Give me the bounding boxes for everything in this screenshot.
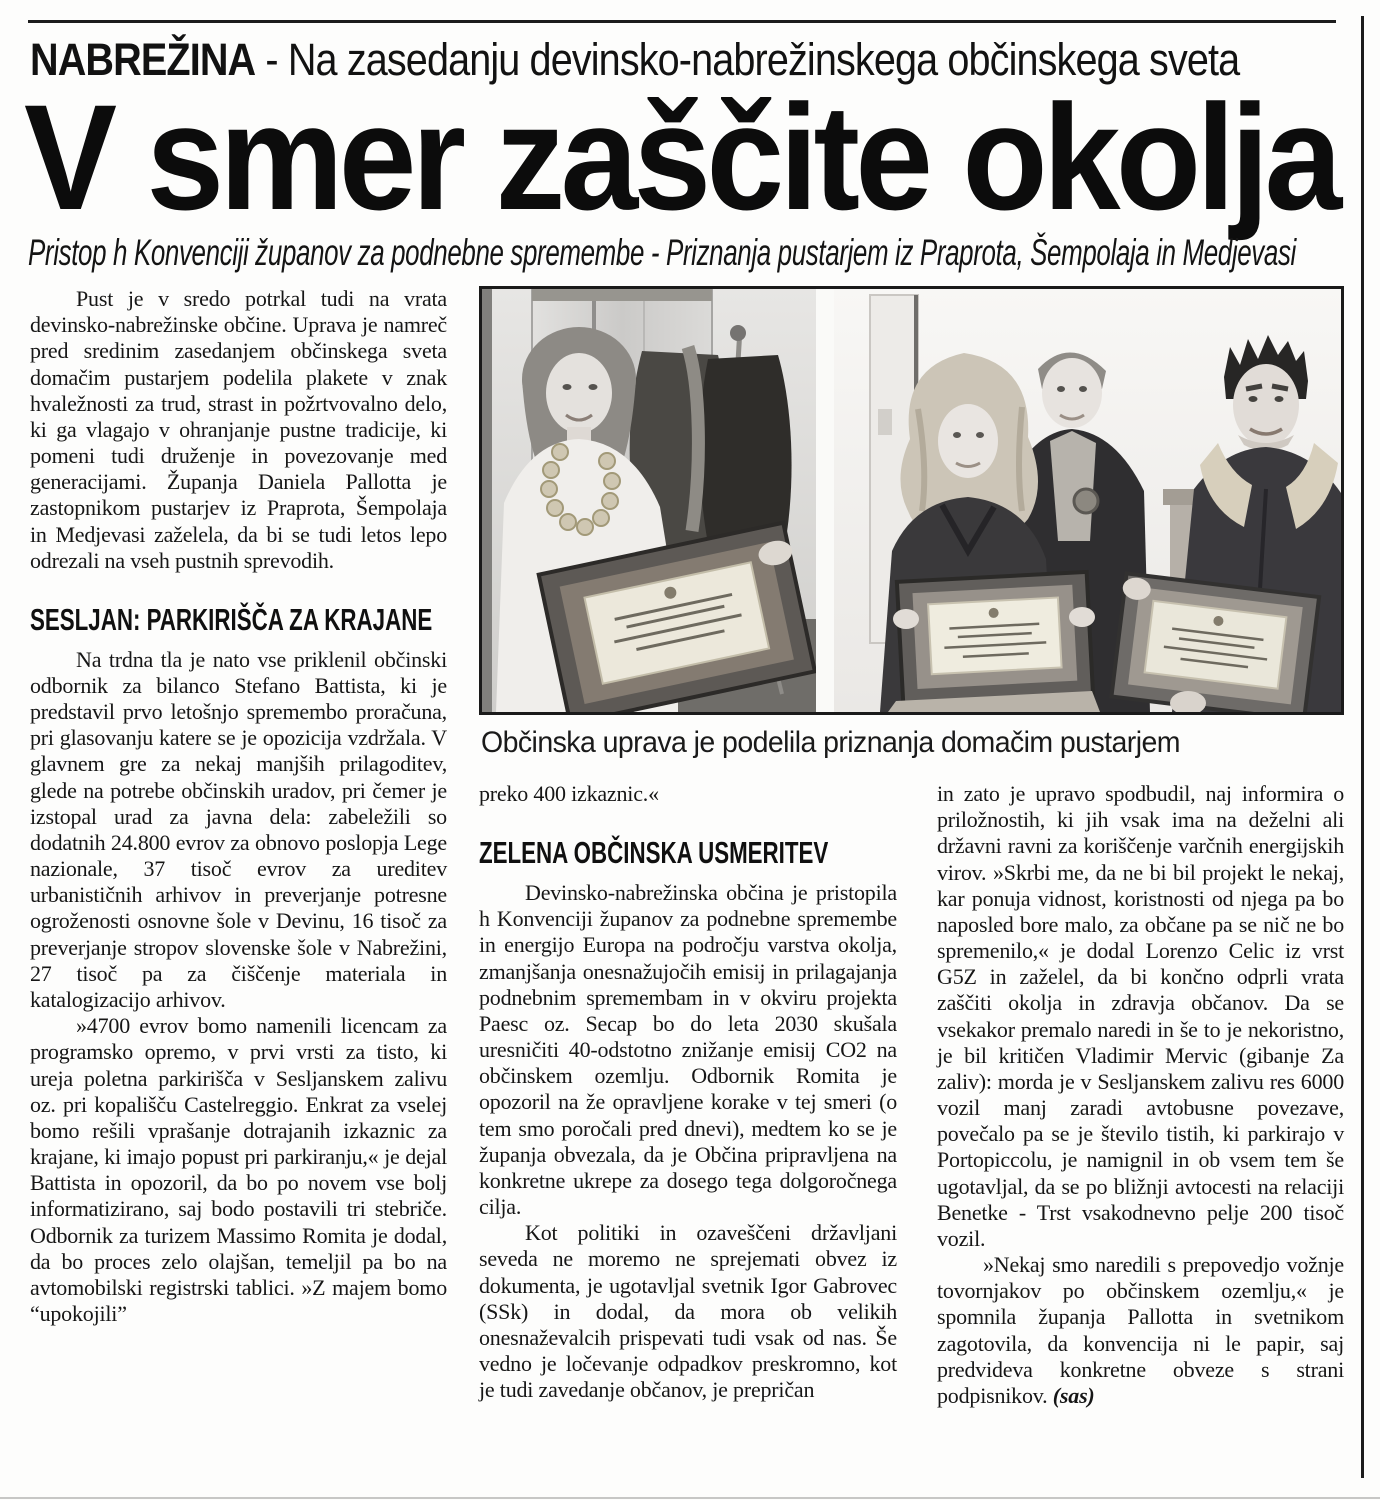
section-heading-sesljan: SESLJAN: PARKIRIŠČA ZA KRAJANE	[30, 601, 433, 637]
lower-columns	[479, 781, 1344, 1409]
photo-caption: Občinska uprava je podelila priznanja domačim pustarjem	[481, 726, 1180, 759]
paragraph	[937, 1252, 1344, 1409]
paragraph: »4700 evrov bomo namenili licencam za programsko opremo, v prvi vrsti za tisto, ki ureja poletna parkirišča v Sesljanskem zalivu oz. pri kopališču Castelreggio. Enkrat za vselej bomo rešili vprašanje dotrajanih izkaznic za krajane, ki imajo popust pri parkiranju,« je dejal Battista in opozoril, da bo po novem vse bolj informatizirano, saj bodo postavili tri stebriče. Odbornik za turizem Massimo Romita je dodal, da bo proces zelo olajšan, temeljil pa bo na avtomobilski registrski tablici. »Z majem bomo “upokojili”	[30, 1013, 447, 1327]
wall-edge	[482, 289, 492, 712]
bottom-rule	[0, 1497, 1380, 1499]
photo-divider	[816, 289, 834, 712]
paragraph: in zato je upravo spodbudil, naj informira o priložnostih, ki jih vsak ima na deželni ali državni ravni za koriščenje varčnih energijskih virov. »Skrbi me, da ne bi bil projekt le nekaj, kar ponuja vidnost, koristnosti od njega pa bo naposled bore malo, za občane pa se nič ne bo spremenilo,« je dodal Lorenzo Celic iz vrst G5Z in zaželel, da bi končno odprli vrata zaščiti okolja in zdravja občanov. Da se vsekakor premalo naredi in še to je nekoristno, je bil kritičen Vladimir Mervic (gibanje Za zaliv): morda je v Sesljanskem zalivu res 6000 vozil manj zaradi avtobusne povezave, povečalo pa se je število tistih, ki parkirajo v Portopiccolu, je namignil in ob vsem tem še ugotavljal, da se po bližnji avtocesti na relaciji Benetke - Trst vsakodnevno pelje 200 tisoč vozil.	[937, 781, 1344, 1251]
author-signature: (sas)	[1052, 1382, 1095, 1408]
article-photo	[479, 286, 1344, 715]
photo-and-columns	[479, 286, 1344, 1409]
article-body	[30, 286, 1344, 1409]
paragraph: Devinsko-nabrežinska občina je pristopila h Konvenciji županov za podnebne spremembe in energijo Europa na področju varstva okolja, zmanjšanja onesnažujočih emisij in prilagajanja podnebnim spremembam in v okviru projekta Paesc oz. Secap bo do leta 2030 skušala uresničiti 40-odstotno znižanje emisij CO2 na občinskem ozemlju. Odbornik Romita je opozoril na že opravljene korake v tej smeri (o tem smo poročali pred dnevi), medtem ko se je županja obvezala, da je Občina pripravljena na konkretne ukrepe za dosego tega dolgoročnega cilja.	[479, 880, 897, 1220]
photo-right-panel	[834, 289, 1341, 712]
paragraph: Na trdna tla je nato vse priklenil občinski odbornik za bilanco Stefano Battista, ki je predstavil prvo letošnjo spremembo proračuna, pri glasovanju katere se je opozicija vzdržala. V glavnem gre za nekaj manjših prilagoditev, glede na potrebe občinskih uradov, pri čemer je izstopal urad za javna dela: zabeležili so dodatnih 24.800 evrov za obnovo poslopja Lege nazionale, 37 tisoč evrov za ureditev urbanističnih arhivov in preverjanje potresne ogroženosti osnovne šole v Devinu, 16 tisoč za preverjanje stropov slovenske šole v Nabrežini, 27 tisoč pa za čiščenje materiala in katalogizacijo arhivov.	[30, 646, 447, 1012]
paragraph: Pust je v sredo potrkal tudi na vrata devinsko-nabrežinske občine. Uprava je namreč pred sredinim zasedanjem občinskega sveta domačim pustarjem podelila plakete v znak hvaležnosti za trud, strast in požrtvovalno delo, ki ga vlagajo v ohranjanje pustne tradicije, ki pomeni tudi druženje in povezovanje med generacijami. Županja Daniela Pallotta je zastopnikom pustarjev iz Praprota, Šempolaja in Medjevasi zaželela, da bi se tudi letos lepo odrezali na vseh pustnih sprevodih.	[30, 286, 447, 573]
column-divider-rule	[1361, 16, 1364, 1478]
paragraph: preko 400 izkaznic.«	[479, 781, 659, 806]
photo-left-panel	[482, 289, 827, 712]
photo-illustration	[482, 289, 1341, 712]
kicker-location: NABREŽINA	[30, 34, 256, 85]
top-rule	[28, 20, 1336, 23]
kicker-text: - Na zasedanju devinsko-nabrežinskega občinskega sveta	[255, 34, 1240, 85]
paragraph: Kot politiki in ozaveščeni državljani seveda ne moremo ne sprejemati obvez iz dokumenta, je ugotavljal svetnik Igor Gabrovec (SSk) in dodal, da mora ob velikih onesnaževalcih prispevati tudi vsak od nas. Še vedno je ločevanje odpadkov preskromno, kot je tudi zavedanje občanov, je prepričan	[479, 1220, 897, 1403]
section-heading-zelena: ZELENA OBČINSKA USMERITEV	[479, 835, 829, 871]
subhead: Pristop h Konvenciji županov za podnebne spremembe - Priznanja pustarjem iz Praprota, Šempolaja in Medjevasi	[28, 232, 1296, 273]
page-title: V smer zaščite okolja	[24, 73, 1338, 241]
column-middle	[479, 781, 897, 1409]
plaque-middle	[897, 572, 1093, 704]
plaque-right	[1109, 573, 1319, 712]
column-left	[30, 286, 447, 1409]
column-right	[937, 781, 1344, 1409]
paragraph-text: »Nekaj smo naredili s prepovedjo vožnje tovornjakov po občinskem ozemlju,« je spomnila županja Pallotta in svetnikom zagotovila, da konvencija ni le papir, saj predvideva konkretne obveze s strani podpisnikov.	[937, 1252, 1344, 1408]
